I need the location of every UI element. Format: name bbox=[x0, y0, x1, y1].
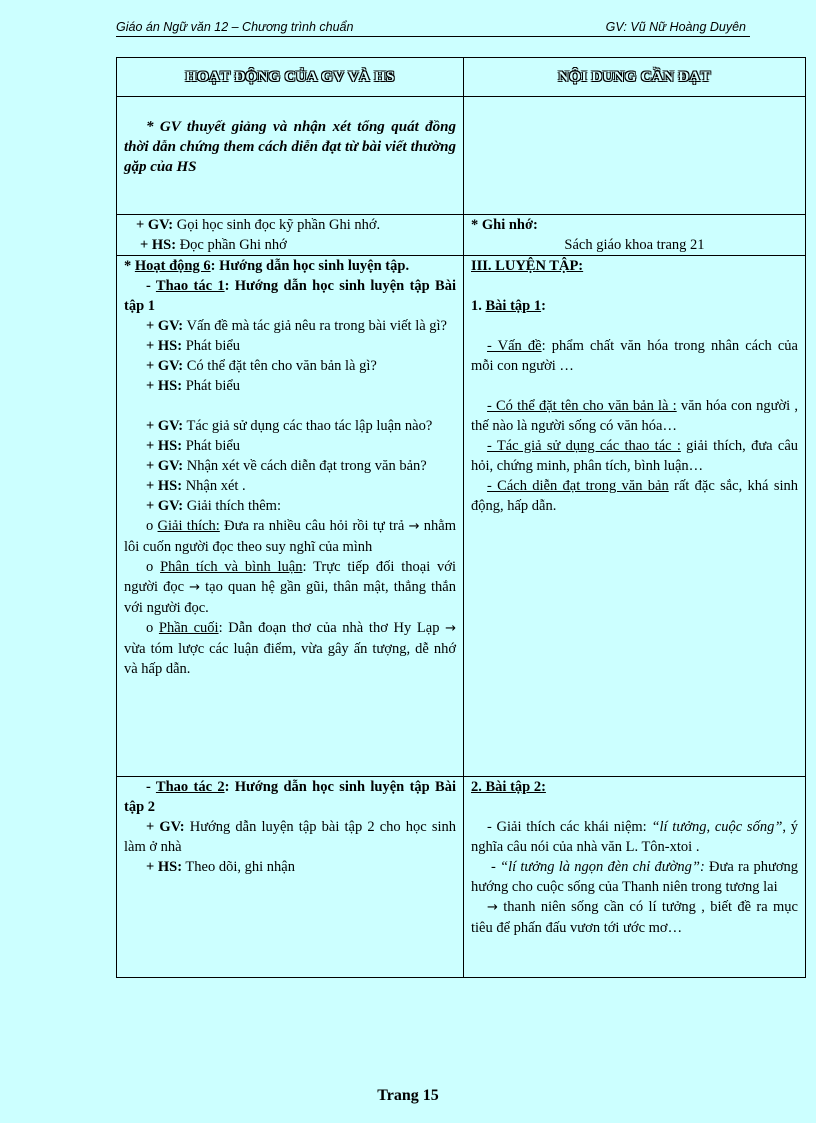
practice-heading: III. LUYỆN TẬP: bbox=[471, 258, 584, 274]
table-header-row bbox=[117, 58, 806, 97]
row1-left bbox=[117, 97, 464, 215]
row2-left bbox=[117, 215, 464, 256]
answer-title: - Có thể đặt tên cho văn bản là : văn hóa con người , thế nào là người sống có văn hóa… bbox=[471, 398, 798, 434]
gv-question-3: + GV: Tác giả sử dụng các thao tác lập luận nào? bbox=[146, 418, 433, 434]
ideal-quote: - “lí tưởng là ngọn đèn chỉ đường”: Đưa ra phương hướng cho cuộc sống của Thanh niên trong tương lai bbox=[471, 859, 798, 895]
arrow-right-icon: → bbox=[445, 621, 457, 636]
hs-answer-2: + HS: Phát biểu bbox=[146, 378, 241, 394]
answer-style: - Cách diễn đạt trong văn bản rất đặc sắc, khá sinh động, hấp dẫn. bbox=[471, 478, 798, 514]
header-left: Giáo án Ngữ văn 12 – Chương trình chuẩn bbox=[116, 20, 354, 34]
explain-concepts: - Giải thích các khái niệm: “lí tưởng, cuộc sống”, ý nghĩa câu nói của nhà văn L. Tôn-xtoi . bbox=[471, 819, 798, 855]
table-row bbox=[117, 256, 806, 777]
row3-left bbox=[117, 256, 464, 777]
step-2: - Thao tác 2: Hướng dẫn học sinh luyện tập Bài tập 2 bbox=[124, 779, 457, 815]
hs-answer-1: + HS: Phát biểu bbox=[146, 338, 241, 354]
arrow-right-icon: → bbox=[408, 519, 420, 534]
gv-instruction: + GV: Hướng dẫn luyện tập bài tập 2 cho học sinh làm ở nhà bbox=[124, 819, 456, 855]
lesson-table bbox=[116, 57, 806, 978]
exercise-2-title: 2. Bài tập 2: bbox=[471, 779, 546, 795]
gv-summary-text: * GV thuyết giảng và nhận xét tổng quát đồng thời dẫn chứng them cách diễn đạt từ bài viết thường gặp của HS bbox=[124, 119, 456, 175]
activity-6: * Hoạt động 6: Hướng dẫn học sinh luyện tập. bbox=[124, 258, 410, 274]
row4-left bbox=[117, 777, 464, 978]
gv-line: + GV: Gọi học sinh đọc kỹ phần Ghi nhớ. bbox=[136, 217, 381, 233]
row2-right bbox=[464, 215, 806, 256]
hs-follow: + HS: Theo dõi, ghi nhận bbox=[146, 859, 295, 875]
header-content: NỘI DUNG CẦN ĐẠT bbox=[464, 58, 806, 97]
bullet-explain: o Giải thích: Đưa ra nhiều câu hỏi rồi tự trả → nhằm lôi cuốn người đọc theo suy nghĩ của mình bbox=[124, 518, 457, 555]
answer-issue: - Vấn đề: phẩm chất văn hóa trong nhân cách của mỗi con người … bbox=[471, 338, 798, 374]
gv-question-2: + GV: Có thể đặt tên cho văn bản là gì? bbox=[146, 358, 377, 374]
row4-right bbox=[464, 777, 806, 978]
note-text: Sách giáo khoa trang 21 bbox=[564, 237, 705, 253]
arrow-right-icon: → bbox=[189, 580, 201, 595]
row3-right bbox=[464, 256, 806, 777]
step-1: - Thao tác 1: Hướng dẫn học sinh luyện tập Bài tập 1 bbox=[124, 278, 457, 314]
page-number: Trang 15 bbox=[377, 1087, 439, 1104]
table-row bbox=[117, 777, 806, 978]
conclusion: → thanh niên sống cần có lí tưởng , biết đề ra mục tiêu để phấn đấu vươn tới ước mơ… bbox=[471, 899, 798, 936]
table-row bbox=[117, 215, 806, 256]
hs-line: + HS: Đọc phần Ghi nhớ bbox=[140, 237, 287, 253]
arrow-right-icon: → bbox=[487, 900, 498, 915]
gv-question-5: + GV: Giải thích thêm: bbox=[146, 498, 281, 514]
hs-answer-4: + HS: Nhận xét . bbox=[146, 478, 246, 494]
row1-right bbox=[464, 97, 806, 215]
table-row bbox=[117, 97, 806, 215]
note-label: * Ghi nhớ: bbox=[471, 217, 538, 233]
header-right: GV: Vũ Nữ Hoàng Duyên bbox=[605, 20, 746, 34]
hs-answer-3: + HS: Phát biểu bbox=[146, 438, 241, 454]
bullet-analysis: o Phân tích và bình luận: Trực tiếp đối thoại với người đọc → tạo quan hệ gần gũi, thân mật, thẳng thắn với người đọc. bbox=[124, 559, 456, 616]
gv-question-4: + GV: Nhận xét về cách diễn đạt trong văn bản? bbox=[146, 458, 427, 474]
exercise-1-title: 1. Bài tập 1: bbox=[471, 298, 546, 314]
header-teacher-activities: HOẠT ĐỘNG CỦA GV VÀ HS bbox=[117, 58, 464, 97]
bullet-ending: o Phần cuối: Dẫn đoạn thơ của nhà thơ Hy Lạp → vừa tóm lược các luận điểm, vừa gây ấn tượng, dễ nhớ và hấp dẫn. bbox=[124, 620, 457, 677]
page-header bbox=[116, 20, 750, 37]
answer-methods: - Tác giả sử dụng các thao tác : giải thích, đưa câu hỏi, chứng minh, phân tích, bình luận… bbox=[471, 438, 799, 474]
gv-question-1: + GV: Vấn đề mà tác giả nêu ra trong bài viết là gì? bbox=[146, 318, 447, 334]
